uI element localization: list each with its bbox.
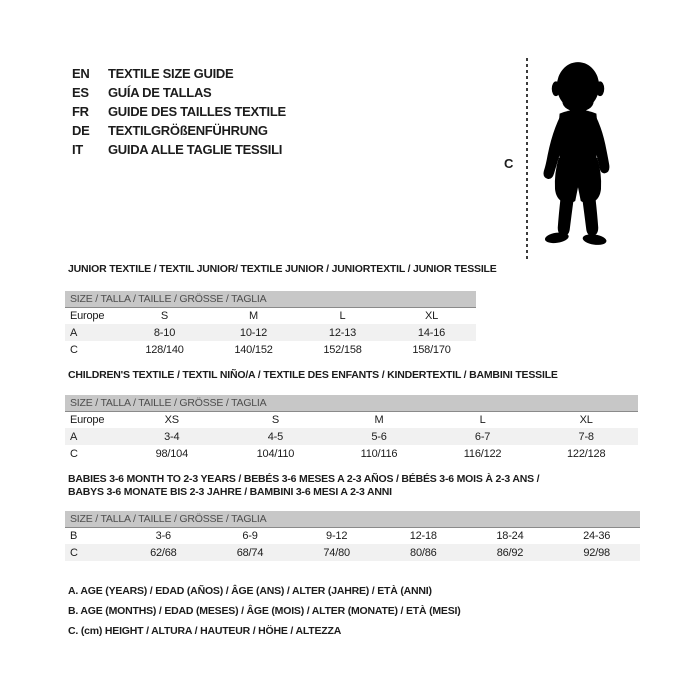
cell: 86/92 bbox=[496, 546, 524, 559]
legend-line-c: C. (cm) HEIGHT / ALTURA / HAUTEUR / HÖHE / ALTEZZA bbox=[68, 625, 342, 637]
table-row bbox=[65, 324, 476, 341]
cell: 116/122 bbox=[463, 447, 502, 460]
table-row bbox=[65, 445, 638, 462]
cell: 140/152 bbox=[234, 343, 273, 356]
section-title-line1: BABIES 3-6 MONTH TO 2-3 YEARS / BEBÉS 3-6 MESES A 2-3 AÑOS / BÉBÉS 3-6 MOIS À 2-3 ANS / bbox=[68, 473, 540, 485]
section-junior-textile bbox=[68, 263, 497, 358]
section-title: JUNIOR TEXTILE / TEXTIL JUNIOR/ TEXTILE JUNIOR / JUNIORTEXTIL / JUNIOR TESSILE bbox=[68, 263, 497, 275]
row-label: C bbox=[70, 546, 78, 559]
section-title: CHILDREN'S TEXTILE / TEXTIL NIÑO/A / TEXTILE DES ENFANTS / KINDERTEXTIL / BAMBINI TESSILE bbox=[68, 369, 558, 381]
row-label: A bbox=[70, 326, 78, 339]
row-label: Europe bbox=[70, 413, 105, 426]
junior-size-table bbox=[65, 291, 476, 358]
cell: XL bbox=[424, 309, 439, 322]
cell: 3-4 bbox=[164, 430, 180, 443]
table-row bbox=[65, 307, 476, 324]
section-title-line2: BABYS 3-6 MONATE BIS 2-3 JAHRE / BAMBINI 3-6 MESI A 2-3 ANNI bbox=[68, 486, 392, 498]
cell: 152/158 bbox=[323, 343, 362, 356]
cell: 92/98 bbox=[583, 546, 610, 559]
cell: 104/110 bbox=[256, 447, 295, 460]
cell: 158/170 bbox=[412, 343, 451, 356]
section-babies-textile bbox=[68, 473, 640, 561]
size-header-bar: SIZE / TALLA / TAILLE / GRÖSSE / TAGLIA bbox=[65, 511, 640, 527]
height-measure-label: C bbox=[504, 156, 514, 171]
cell: 68/74 bbox=[236, 546, 264, 559]
cell: 4-5 bbox=[267, 430, 284, 443]
cell: S bbox=[271, 413, 279, 426]
lang-label: GUIDE DES TAILLES TEXTILE bbox=[108, 104, 286, 119]
cell: 5-6 bbox=[371, 430, 387, 443]
cell: 80/86 bbox=[410, 546, 437, 559]
cell: M bbox=[374, 413, 384, 426]
cell: XS bbox=[164, 413, 179, 426]
cell: 14-16 bbox=[417, 326, 446, 339]
cell: 98/104 bbox=[155, 447, 189, 460]
babies-size-table bbox=[65, 511, 640, 561]
lang-label: TEXTILGRÖßENFÜHRUNG bbox=[108, 123, 268, 138]
cell: 24-36 bbox=[583, 529, 611, 542]
lang-code: DE bbox=[72, 123, 90, 138]
lang-code: ES bbox=[72, 85, 89, 100]
row-label: C bbox=[70, 343, 78, 356]
legend-line-a: A. AGE (YEARS) / EDAD (AÑOS) / ÂGE (ANS) / ALTER (JAHRE) / ETÀ (ANNI) bbox=[68, 585, 432, 597]
cell: L bbox=[339, 309, 346, 322]
row-label: C bbox=[70, 447, 78, 460]
baby-silhouette bbox=[532, 53, 624, 257]
cell: M bbox=[249, 309, 258, 322]
row-label: A bbox=[70, 430, 78, 443]
cell: 7-8 bbox=[578, 430, 594, 443]
cell: 62/68 bbox=[150, 546, 177, 559]
cell: XL bbox=[579, 413, 593, 426]
cell: 10-12 bbox=[239, 326, 268, 339]
cell: 12-18 bbox=[409, 529, 437, 542]
figure-area bbox=[0, 0, 700, 280]
row-label: Europe bbox=[70, 309, 105, 322]
section-childrens-textile bbox=[68, 369, 638, 462]
table-row bbox=[65, 428, 638, 445]
cell: 74/80 bbox=[323, 546, 350, 559]
cell: 128/140 bbox=[145, 343, 184, 356]
size-header-bar: SIZE / TALLA / TAILLE / GRÖSSE / TAGLIA bbox=[65, 395, 638, 411]
cell: 3-6 bbox=[155, 529, 171, 542]
table-row bbox=[65, 341, 476, 358]
cell: 18-24 bbox=[496, 529, 524, 542]
table-row bbox=[65, 527, 640, 544]
table-row bbox=[65, 411, 638, 428]
cell: 8-10 bbox=[153, 326, 176, 339]
lang-label: GUÍA DE TALLAS bbox=[108, 85, 212, 100]
lang-code: IT bbox=[72, 142, 83, 157]
lang-label: TEXTILE SIZE GUIDE bbox=[108, 66, 234, 81]
cell: 6-7 bbox=[474, 430, 491, 443]
lang-label: GUIDA ALLE TAGLIE TESSILI bbox=[108, 142, 283, 157]
childrens-size-table bbox=[65, 395, 638, 462]
height-measure-line bbox=[526, 58, 528, 260]
cell: 122/128 bbox=[567, 447, 606, 460]
cell: 110/116 bbox=[360, 447, 398, 460]
lang-code: FR bbox=[72, 104, 89, 119]
cell: 9-12 bbox=[326, 529, 348, 542]
legend-line-b: B. AGE (MONTHS) / EDAD (MESES) / ÂGE (MOIS) / ALTER (MONATE) / ETÀ (MESI) bbox=[68, 605, 461, 617]
lang-code: EN bbox=[72, 66, 90, 81]
size-header-bar: SIZE / TALLA / TAILLE / GRÖSSE / TAGLIA bbox=[65, 291, 476, 307]
row-label: B bbox=[70, 529, 78, 542]
legend bbox=[68, 581, 461, 641]
cell: 12-13 bbox=[328, 326, 357, 339]
table-row bbox=[65, 544, 640, 561]
cell: 6-9 bbox=[242, 529, 258, 542]
cell: S bbox=[160, 309, 169, 322]
cell: L bbox=[479, 413, 486, 426]
